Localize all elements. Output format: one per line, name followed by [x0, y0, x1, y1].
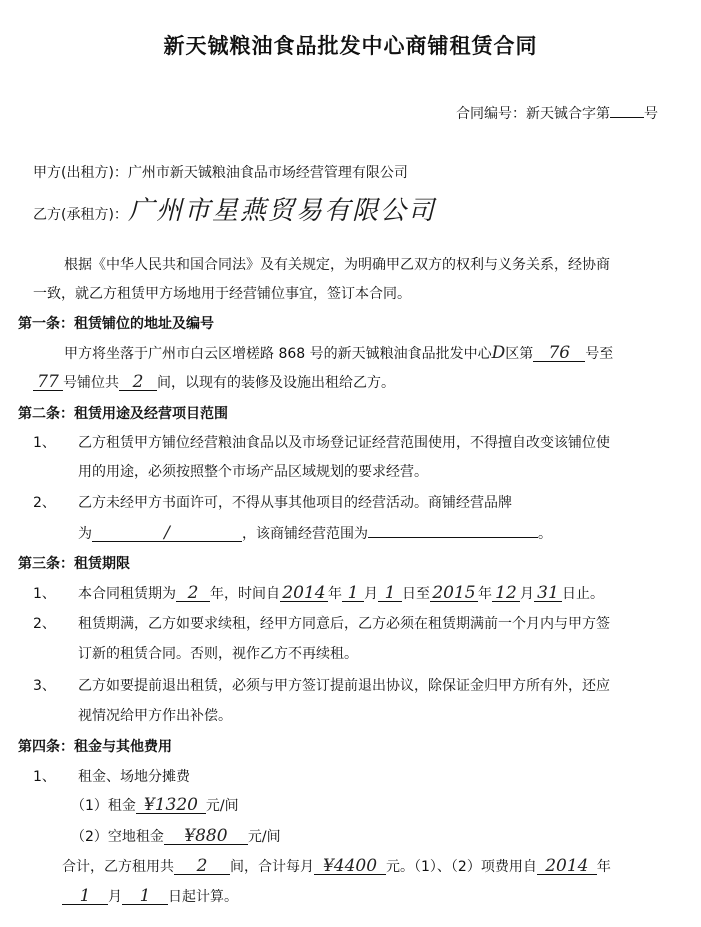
article-4-text: 元。（1）、（2）项费用自	[386, 859, 537, 875]
article-3-num-1: 1、	[33, 586, 56, 602]
party-a-name: 广州市新天铖粮油食品市场经营管理有限公司	[127, 165, 408, 181]
total-count-value: 2	[174, 858, 230, 875]
start-day-value: 1	[378, 585, 402, 602]
scope-value	[368, 537, 538, 538]
fee-start-year-value: 2014	[537, 858, 597, 875]
article-4-text: 月	[108, 889, 122, 905]
monthly-total-value: ¥4400	[314, 858, 386, 875]
space-rent-value: ¥880	[164, 828, 248, 845]
article-3-clause-3b: 视情况给甲方作出补偿。	[78, 708, 232, 724]
article-1-text: 间，以现有的装修及设施出租给乙方。	[157, 375, 395, 391]
end-day-value: 31	[534, 585, 562, 602]
article-1-text: 甲方将坐落于广州市白云区增槎路 868 号的新天铖粮油食品批发中心	[64, 346, 492, 362]
article-4-heading: 第四条：租金与其他费用	[18, 739, 172, 755]
article-1-text: 区第	[505, 346, 534, 362]
article-3-clause-3a: 乙方如要提前退出租赁，必须与甲方签订提前退出协议，除保证金归甲方所有外，还应	[78, 678, 610, 694]
article-1-line-1	[64, 343, 613, 363]
article-4-text: 间，合计每月	[230, 859, 314, 875]
article-2-num-1: 1、	[33, 435, 56, 451]
end-year-value: 2015	[430, 585, 478, 602]
article-2-heading: 第二条：租赁用途及经营项目范围	[18, 406, 228, 422]
party-b-label: 乙方(承租方)：	[33, 207, 128, 223]
article-4-text: 年	[596, 859, 611, 875]
rent-line	[71, 795, 239, 815]
preamble-line-1: 根据《中华人民共和国合同法》及有关规定，为明确甲乙双方的权利与义务关系，经协商	[64, 257, 610, 273]
article-1-text: 号铺位共	[63, 375, 119, 391]
article-2-text: ，该商铺经营范围为	[242, 526, 368, 542]
party-a	[33, 162, 408, 182]
rent-unit: 元/间	[205, 798, 239, 814]
stall-from-value: 76	[533, 345, 585, 362]
brand-value: /	[92, 525, 242, 542]
article-4-text: 合计，乙方租用共	[62, 859, 174, 875]
article-3-text: 日止。	[562, 586, 604, 602]
article-4-num-1: 1、	[33, 769, 56, 785]
article-3-clause-1	[78, 583, 604, 603]
party-a-label: 甲方(出租方)：	[33, 165, 128, 181]
total-line	[62, 856, 611, 876]
article-1-line-2	[33, 372, 395, 392]
rent-value: ¥1320	[136, 797, 206, 814]
article-3-text: 年	[328, 586, 342, 602]
article-4-text: 日起计算。	[168, 889, 238, 905]
zone-value: D	[491, 343, 506, 363]
space-rent-line	[71, 826, 281, 846]
article-3-text: 月	[364, 586, 378, 602]
document-title: 新天铖粮油食品批发中心商铺租赁合同	[163, 34, 538, 58]
article-3-text: 日至	[402, 586, 430, 602]
stall-count-value: 2	[119, 374, 157, 391]
lease-years-value: 2	[176, 585, 210, 602]
article-3-text: 年	[478, 586, 492, 602]
article-3-clause-2a: 租赁期满，乙方如要求续租，经甲方同意后，乙方必须在租赁期满前一个月内与甲方签	[78, 616, 610, 632]
article-3-text: 月	[520, 586, 534, 602]
article-2-num-2: 2、	[33, 495, 56, 511]
article-3-text: 本合同租赁期为	[78, 586, 176, 602]
article-3-heading: 第三条：租赁期限	[18, 556, 130, 572]
article-2-clause-1a: 乙方租赁甲方铺位经营粮油食品以及市场登记证经营范围使用，不得擅自改变该铺位使	[78, 435, 610, 451]
article-2-clause-2b	[78, 523, 552, 543]
contract-number	[456, 103, 658, 123]
article-3-num-2: 2、	[33, 616, 56, 632]
article-2-text: 为	[78, 526, 92, 542]
article-4-item-1: 租金、场地分摊费	[78, 769, 190, 785]
fee-start-line	[62, 886, 238, 906]
space-rent-label: （2）空地租金	[71, 829, 164, 845]
article-2-clause-1b: 用的用途，必须按照整个市场产品区域规划的要求经营。	[78, 464, 428, 480]
article-3-num-3: 3、	[33, 678, 56, 694]
contract-number-label: 合同编号：新天铖合字第	[456, 106, 610, 122]
end-month-value: 12	[492, 585, 520, 602]
article-3-text: 年，时间自	[210, 586, 280, 602]
fee-start-day-value: 1	[122, 888, 168, 905]
fee-start-month-value: 1	[62, 888, 108, 905]
contract-number-suffix: 号	[644, 106, 658, 122]
article-1-text: 号至	[585, 346, 614, 362]
contract-number-value	[610, 117, 644, 118]
start-year-value: 2014	[280, 585, 328, 602]
party-b-name-handwritten: 广州市星燕贸易有限公司	[127, 196, 436, 226]
space-rent-unit: 元/间	[247, 829, 281, 845]
article-1-heading: 第一条：租赁铺位的地址及编号	[18, 316, 214, 332]
article-3-clause-2b: 订新的租赁合同。否则，视作乙方不再续租。	[78, 646, 358, 662]
preamble-line-2: 一致，就乙方租赁甲方场地用于经营铺位事宜，签订本合同。	[33, 286, 411, 302]
rent-label: （1）租金	[71, 798, 136, 814]
article-2-text: 。	[538, 526, 552, 542]
article-2-clause-2a: 乙方未经甲方书面许可，不得从事其他项目的经营活动。商铺经营品牌	[78, 495, 512, 511]
start-month-value: 1	[342, 585, 364, 602]
party-b	[33, 190, 436, 227]
stall-to-value: 77	[33, 374, 63, 391]
